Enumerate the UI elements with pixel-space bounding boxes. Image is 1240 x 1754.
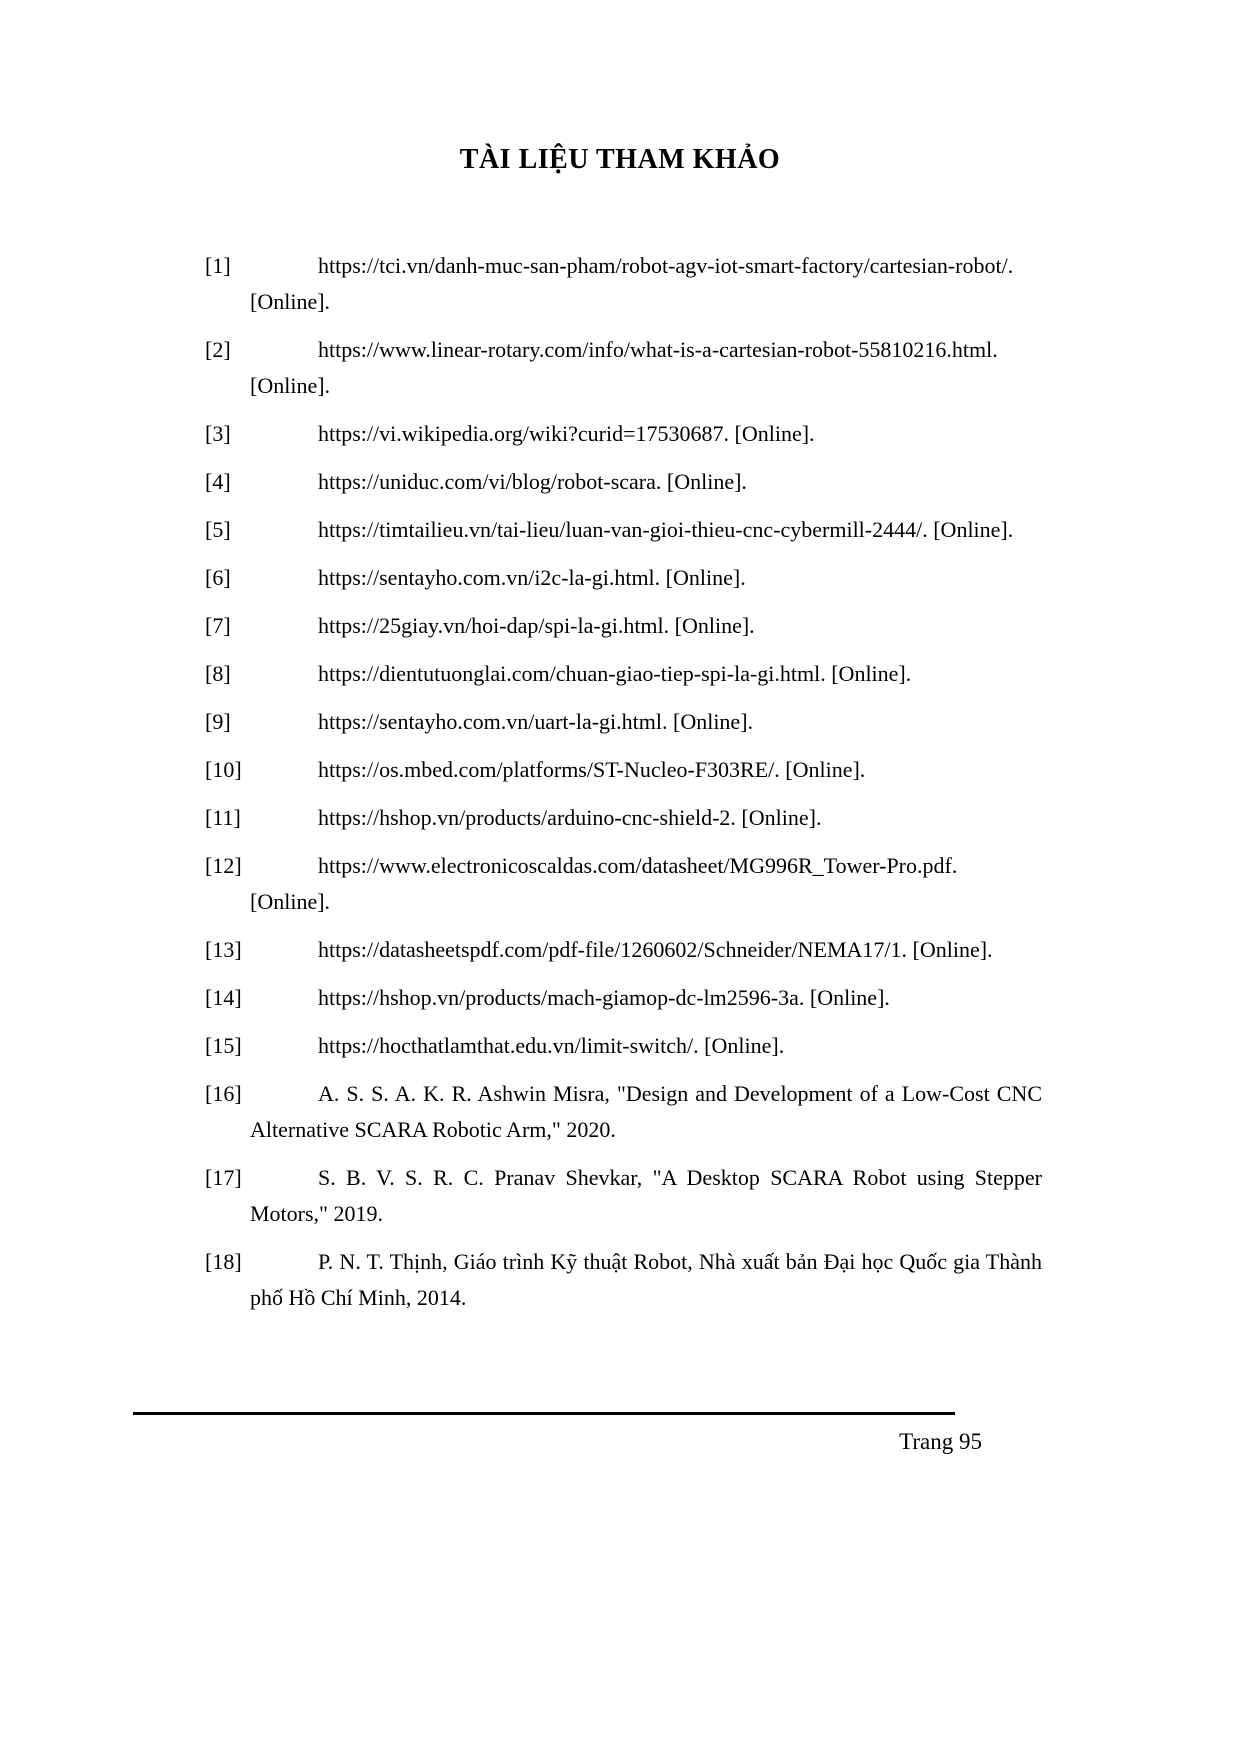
references-list (205, 248, 1042, 1328)
reference-item (205, 512, 1042, 548)
reference-text: https://www.linear-rotary.com/info/what-is-a-cartesian-robot-55810216.html. [Online]. (250, 337, 998, 398)
reference-text: https://hshop.vn/products/arduino-cnc-shield-2. [Online]. (318, 805, 822, 830)
reference-item (205, 416, 1042, 452)
reference-item (205, 800, 1042, 836)
reference-number: [16] (205, 1081, 242, 1106)
reference-number: [11] (205, 805, 241, 830)
reference-item (205, 656, 1042, 692)
reference-number: [18] (205, 1249, 242, 1274)
reference-text: https://uniduc.com/vi/blog/robot-scara. [Online]. (318, 469, 747, 494)
reference-item (205, 752, 1042, 788)
page-number: Trang 95 (899, 1429, 982, 1454)
reference-text: https://www.electronicoscaldas.com/datasheet/MG996R_Tower-Pro.pdf. [Online]. (250, 853, 958, 914)
reference-text: https://sentayho.com.vn/i2c-la-gi.html. [Online]. (318, 565, 746, 590)
reference-item (205, 1028, 1042, 1064)
footer-divider (133, 1412, 955, 1415)
reference-item (205, 1076, 1042, 1148)
reference-text: https://datasheetspdf.com/pdf-file/1260602/Schneider/NEMA17/1. [Online]. (318, 937, 993, 962)
reference-number: [5] (205, 517, 231, 542)
reference-number: [14] (205, 985, 242, 1010)
reference-text: S. B. V. S. R. C. Pranav Shevkar, "A Desktop SCARA Robot using Stepper Motors," 2019. (250, 1165, 1042, 1226)
reference-item (205, 848, 1042, 920)
reference-number: [15] (205, 1033, 242, 1058)
reference-text: https://25giay.vn/hoi-dap/spi-la-gi.html. [Online]. (318, 613, 755, 638)
reference-number: [10] (205, 757, 242, 782)
reference-text: https://vi.wikipedia.org/wiki?curid=17530687. [Online]. (318, 421, 815, 446)
reference-item (205, 1160, 1042, 1232)
reference-number: [3] (205, 421, 231, 446)
reference-number: [1] (205, 253, 231, 278)
reference-item (205, 704, 1042, 740)
reference-number: [4] (205, 469, 231, 494)
reference-text: https://sentayho.com.vn/uart-la-gi.html. [Online]. (318, 709, 754, 734)
reference-item (205, 1244, 1042, 1316)
reference-item (205, 464, 1042, 500)
reference-number: [9] (205, 709, 231, 734)
reference-text: https://hocthatlamthat.edu.vn/limit-switch/. [Online]. (318, 1033, 785, 1058)
reference-text: A. S. S. A. K. R. Ashwin Misra, "Design and Development of a Low-Cost CNC Alternative SCARA Robotic Arm," 2020. (250, 1081, 1042, 1142)
reference-number: [13] (205, 937, 242, 962)
reference-item (205, 560, 1042, 596)
reference-text: https://tci.vn/danh-muc-san-pham/robot-agv-iot-smart-factory/cartesian-robot/. [Online]. (250, 253, 1014, 314)
reference-text: P. N. T. Thịnh, Giáo trình Kỹ thuật Robot, Nhà xuất bản Đại học Quốc gia Thành phố Hồ Chí Minh, 2014. (250, 1249, 1042, 1310)
reference-number: [6] (205, 565, 231, 590)
reference-text: https://timtailieu.vn/tai-lieu/luan-van-gioi-thieu-cnc-cybermill-2444/. [Online]. (318, 517, 1014, 542)
reference-item (205, 932, 1042, 968)
reference-item (205, 980, 1042, 1016)
reference-number: [8] (205, 661, 231, 686)
reference-text: https://dientutuonglai.com/chuan-giao-tiep-spi-la-gi.html. [Online]. (318, 661, 912, 686)
reference-number: [2] (205, 337, 231, 362)
reference-item (205, 608, 1042, 644)
reference-text: https://os.mbed.com/platforms/ST-Nucleo-F303RE/. [Online]. (318, 757, 866, 782)
reference-text: https://hshop.vn/products/mach-giamop-dc-lm2596-3a. [Online]. (318, 985, 890, 1010)
reference-number: [12] (205, 853, 242, 878)
reference-number: [17] (205, 1165, 242, 1190)
page-title: TÀI LIỆU THAM KHẢO (459, 144, 781, 175)
reference-number: [7] (205, 613, 231, 638)
reference-item (205, 248, 1042, 320)
reference-item (205, 332, 1042, 404)
